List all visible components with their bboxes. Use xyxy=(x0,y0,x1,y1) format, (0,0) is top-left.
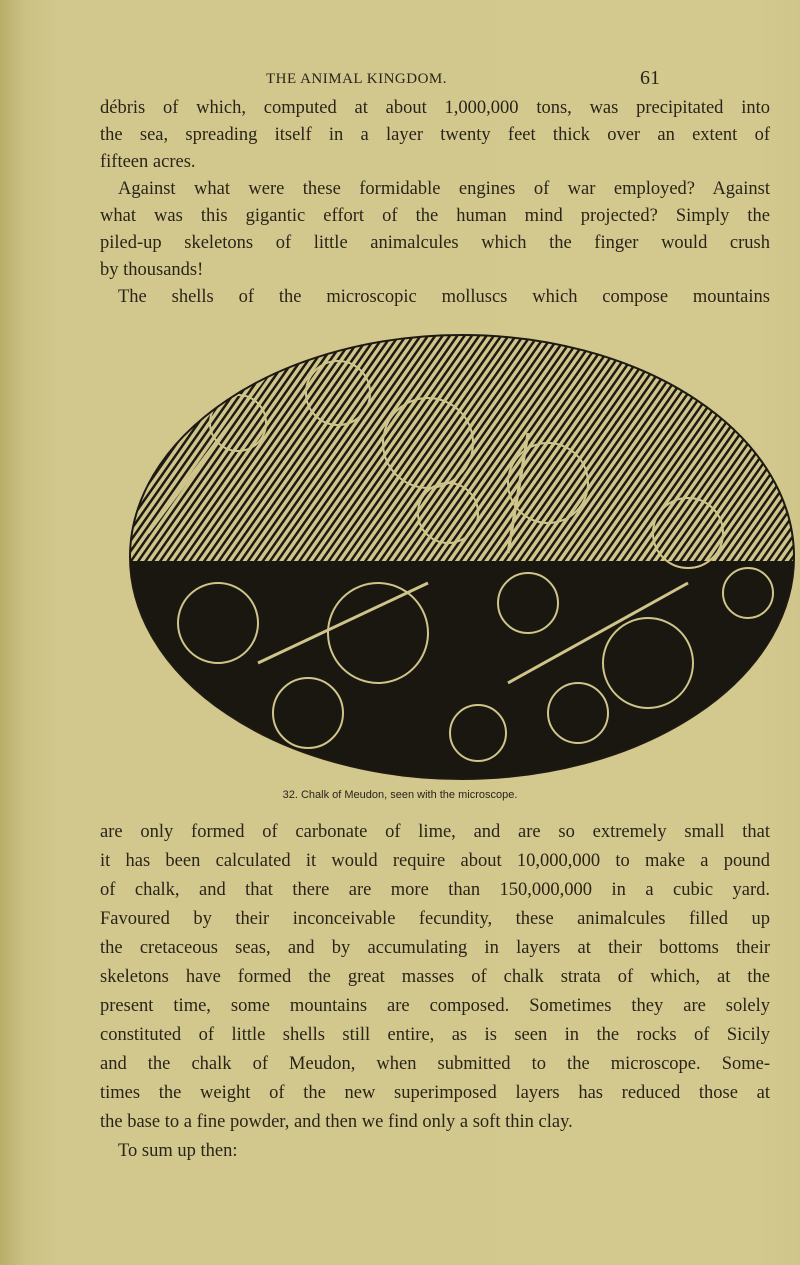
text-line: and the chalk of Meudon, when submitted to the microscope. Some- xyxy=(100,1054,770,1074)
text-line: are only formed of carbonate of lime, and are so extremely small that xyxy=(100,822,770,842)
text-line: piled-up skeletons of little animalcules which the finger would crush xyxy=(100,233,770,253)
text-line: débris of which, computed at about 1,000,000 tons, was precipitated into xyxy=(100,98,770,118)
text-line: The shells of the microscopic molluscs which compose mountains xyxy=(118,287,770,307)
text-line: present time, some mountains are composed. Sometimes they are solely xyxy=(100,996,770,1016)
text-line: constituted of little shells still entire, as is seen in the rocks of Sicily xyxy=(100,1025,770,1045)
text-line: the sea, spreading itself in a layer twenty feet thick over an extent of xyxy=(100,125,770,145)
text-line: by thousands! xyxy=(100,260,204,280)
text-line: it has been calculated it would require about 10,000,000 to make a pound xyxy=(100,851,770,871)
text-line: skeletons have formed the great masses of chalk strata of which, at the xyxy=(100,967,770,987)
text-line: what was this gigantic effort of the human mind projected? Simply the xyxy=(100,206,770,226)
figure-caption: 32. Chalk of Meudon, seen with the microscope. xyxy=(282,789,518,801)
text-line: To sum up then: xyxy=(118,1141,238,1161)
text-line: times the weight of the new superimposed layers has reduced those at xyxy=(100,1083,770,1103)
text-line: fifteen acres. xyxy=(100,152,196,172)
text-line: Favoured by their inconceivable fecundity, these animalcules filled up xyxy=(100,909,770,929)
text-line: the base to a fine powder, and then we find only a soft thin clay. xyxy=(100,1112,573,1132)
running-title: THE ANIMAL KINGDOM. xyxy=(266,71,448,87)
text-line: Against what were these formidable engines of war employed? Against xyxy=(118,179,770,199)
text-line: of chalk, and that there are more than 150,000,000 in a cubic yard. xyxy=(100,880,770,900)
microscope-illustration xyxy=(128,333,796,783)
page-number: 61 xyxy=(640,67,660,89)
text-line: the cretaceous seas, and by accumulating in layers at their bottoms their xyxy=(100,938,770,958)
